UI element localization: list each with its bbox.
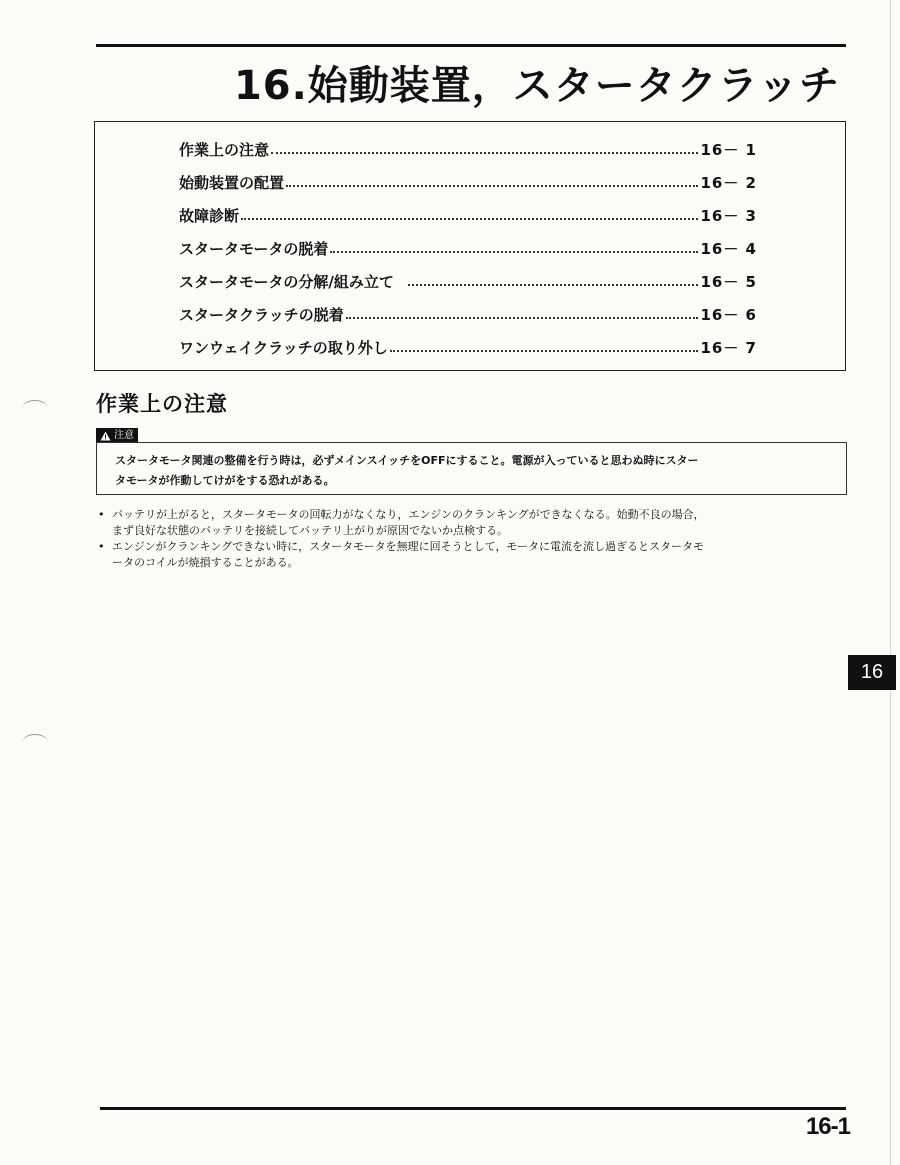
toc-entry-label: スタータモータの分解/組み立て: [179, 273, 394, 291]
toc-leader-dots: [330, 251, 698, 253]
caution-text-line: タモータが作動してけがをする恐れがある。: [115, 474, 335, 487]
toc-leader-dots: [346, 317, 699, 319]
toc-entry-page: 16－ 6: [700, 306, 757, 324]
toc-entry-page: 16－ 4: [700, 240, 757, 258]
toc-entry[interactable]: [179, 169, 757, 193]
binder-hole-mark: [22, 400, 48, 417]
page-number: 16-1: [805, 1113, 850, 1140]
toc-entry-label: スタータモータの脱着: [179, 240, 329, 258]
chapter-tab[interactable]: 16: [848, 655, 896, 690]
bottom-rule: [100, 1107, 846, 1110]
toc-entry[interactable]: [179, 136, 757, 160]
toc-entry-page: 16－ 5: [700, 273, 757, 291]
toc-entry[interactable]: [179, 334, 757, 358]
toc-leader-dots: [271, 152, 698, 154]
list-item: [98, 539, 858, 571]
toc-entry-page: 16－ 3: [700, 207, 757, 225]
caution-box: [96, 442, 847, 495]
toc-entry-page: 16－ 7: [700, 339, 757, 357]
section-heading: 作業上の注意: [96, 392, 228, 416]
toc-leader-dots: [286, 185, 698, 187]
toc-entry-label: スタータクラッチの脱着: [179, 306, 344, 324]
toc-entry[interactable]: [179, 235, 757, 259]
note-text-line: バッテリが上がると，スタータモータの回転力がなくなり，エンジンのクランキングができなくなる。始動不良の場合，: [112, 508, 705, 521]
toc-entry-label: 始動装置の配置: [179, 174, 285, 192]
toc-entry[interactable]: [179, 268, 757, 292]
table-of-contents: [94, 121, 846, 371]
note-text-line: まず良好な状態のバッテリを接続してバッテリ上がりが原因でないか点検する。: [112, 524, 508, 537]
page-edge: [890, 0, 891, 1165]
toc-entry-page: 16－ 2: [700, 174, 757, 192]
binder-hole-mark: [22, 734, 48, 751]
chapter-title: 16.始動装置，スタータクラッチ: [233, 63, 840, 109]
caution-badge: [96, 428, 138, 443]
toc-leader-dots: [241, 218, 698, 220]
caution-text-line: スタータモータ関連の整備を行う時は，必ずメインスイッチをOFFにすること。電源が入っていると思わぬ時にスター: [115, 454, 699, 467]
toc-entry[interactable]: [179, 202, 757, 226]
note-text-line: エンジンがクランキングできない時に，スタータモータを無理に回そうとして，モータに電流を流し過ぎるとスタータモ: [112, 540, 705, 553]
top-rule: [96, 44, 846, 47]
toc-entry[interactable]: [179, 301, 757, 325]
warning-triangle-icon: [100, 431, 111, 441]
toc-entry-page: 16－ 1: [700, 141, 757, 159]
toc-entry-label: ワンウェイクラッチの取り外し: [179, 339, 388, 357]
bullet: •: [98, 540, 105, 553]
toc-entry-label: 作業上の注意: [179, 141, 270, 159]
list-item: [98, 507, 858, 539]
bullet: •: [98, 508, 105, 521]
toc-entry-label: 故障診断: [179, 207, 240, 225]
notes-list: [98, 507, 858, 571]
note-text-line: ータのコイルが焼損することがある。: [112, 556, 299, 569]
toc-leader-dots: [390, 350, 699, 352]
caution-badge-label: 注意: [114, 430, 134, 441]
toc-leader-dots: [408, 284, 699, 286]
